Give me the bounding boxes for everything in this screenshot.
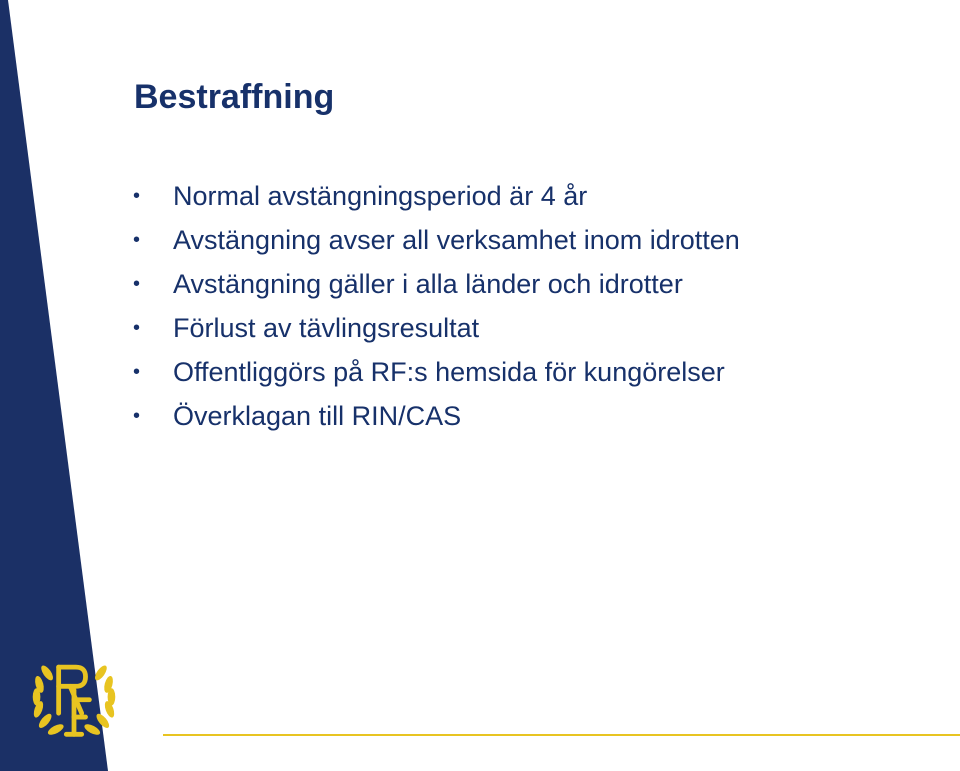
rf-emblem-icon [26, 646, 122, 742]
bullet-item [130, 306, 740, 350]
bullet-item [130, 262, 740, 306]
bullet-list [130, 174, 740, 438]
bullet-dot-icon: • [133, 185, 141, 207]
bullet-dot-icon: • [133, 317, 141, 339]
bullet-item [130, 350, 740, 394]
rf-monogram [59, 667, 90, 734]
bullet-dot-icon: • [133, 273, 141, 295]
bullet-dot-icon: • [133, 229, 141, 251]
bullet-text: Normal avstängningsperiod är 4 år [173, 181, 588, 211]
bullet-text: Avstängning avser all verksamhet inom idrotten [173, 225, 740, 255]
bullet-text: Offentliggörs på RF:s hemsida för kungörelser [173, 357, 725, 387]
slide-title: Bestraffning [134, 78, 335, 116]
bullet-item [130, 394, 740, 438]
bullet-text: Avstängning gäller i alla länder och idrotter [173, 269, 683, 299]
bullet-item [130, 218, 740, 262]
bullet-dot-icon: • [133, 361, 141, 383]
bullet-text: Förlust av tävlingsresultat [173, 313, 480, 343]
bullet-item [130, 174, 740, 218]
bullet-text: Överklagan till RIN/CAS [173, 401, 462, 431]
footer-gold-line [163, 734, 960, 736]
bullet-dot-icon: • [133, 405, 141, 427]
